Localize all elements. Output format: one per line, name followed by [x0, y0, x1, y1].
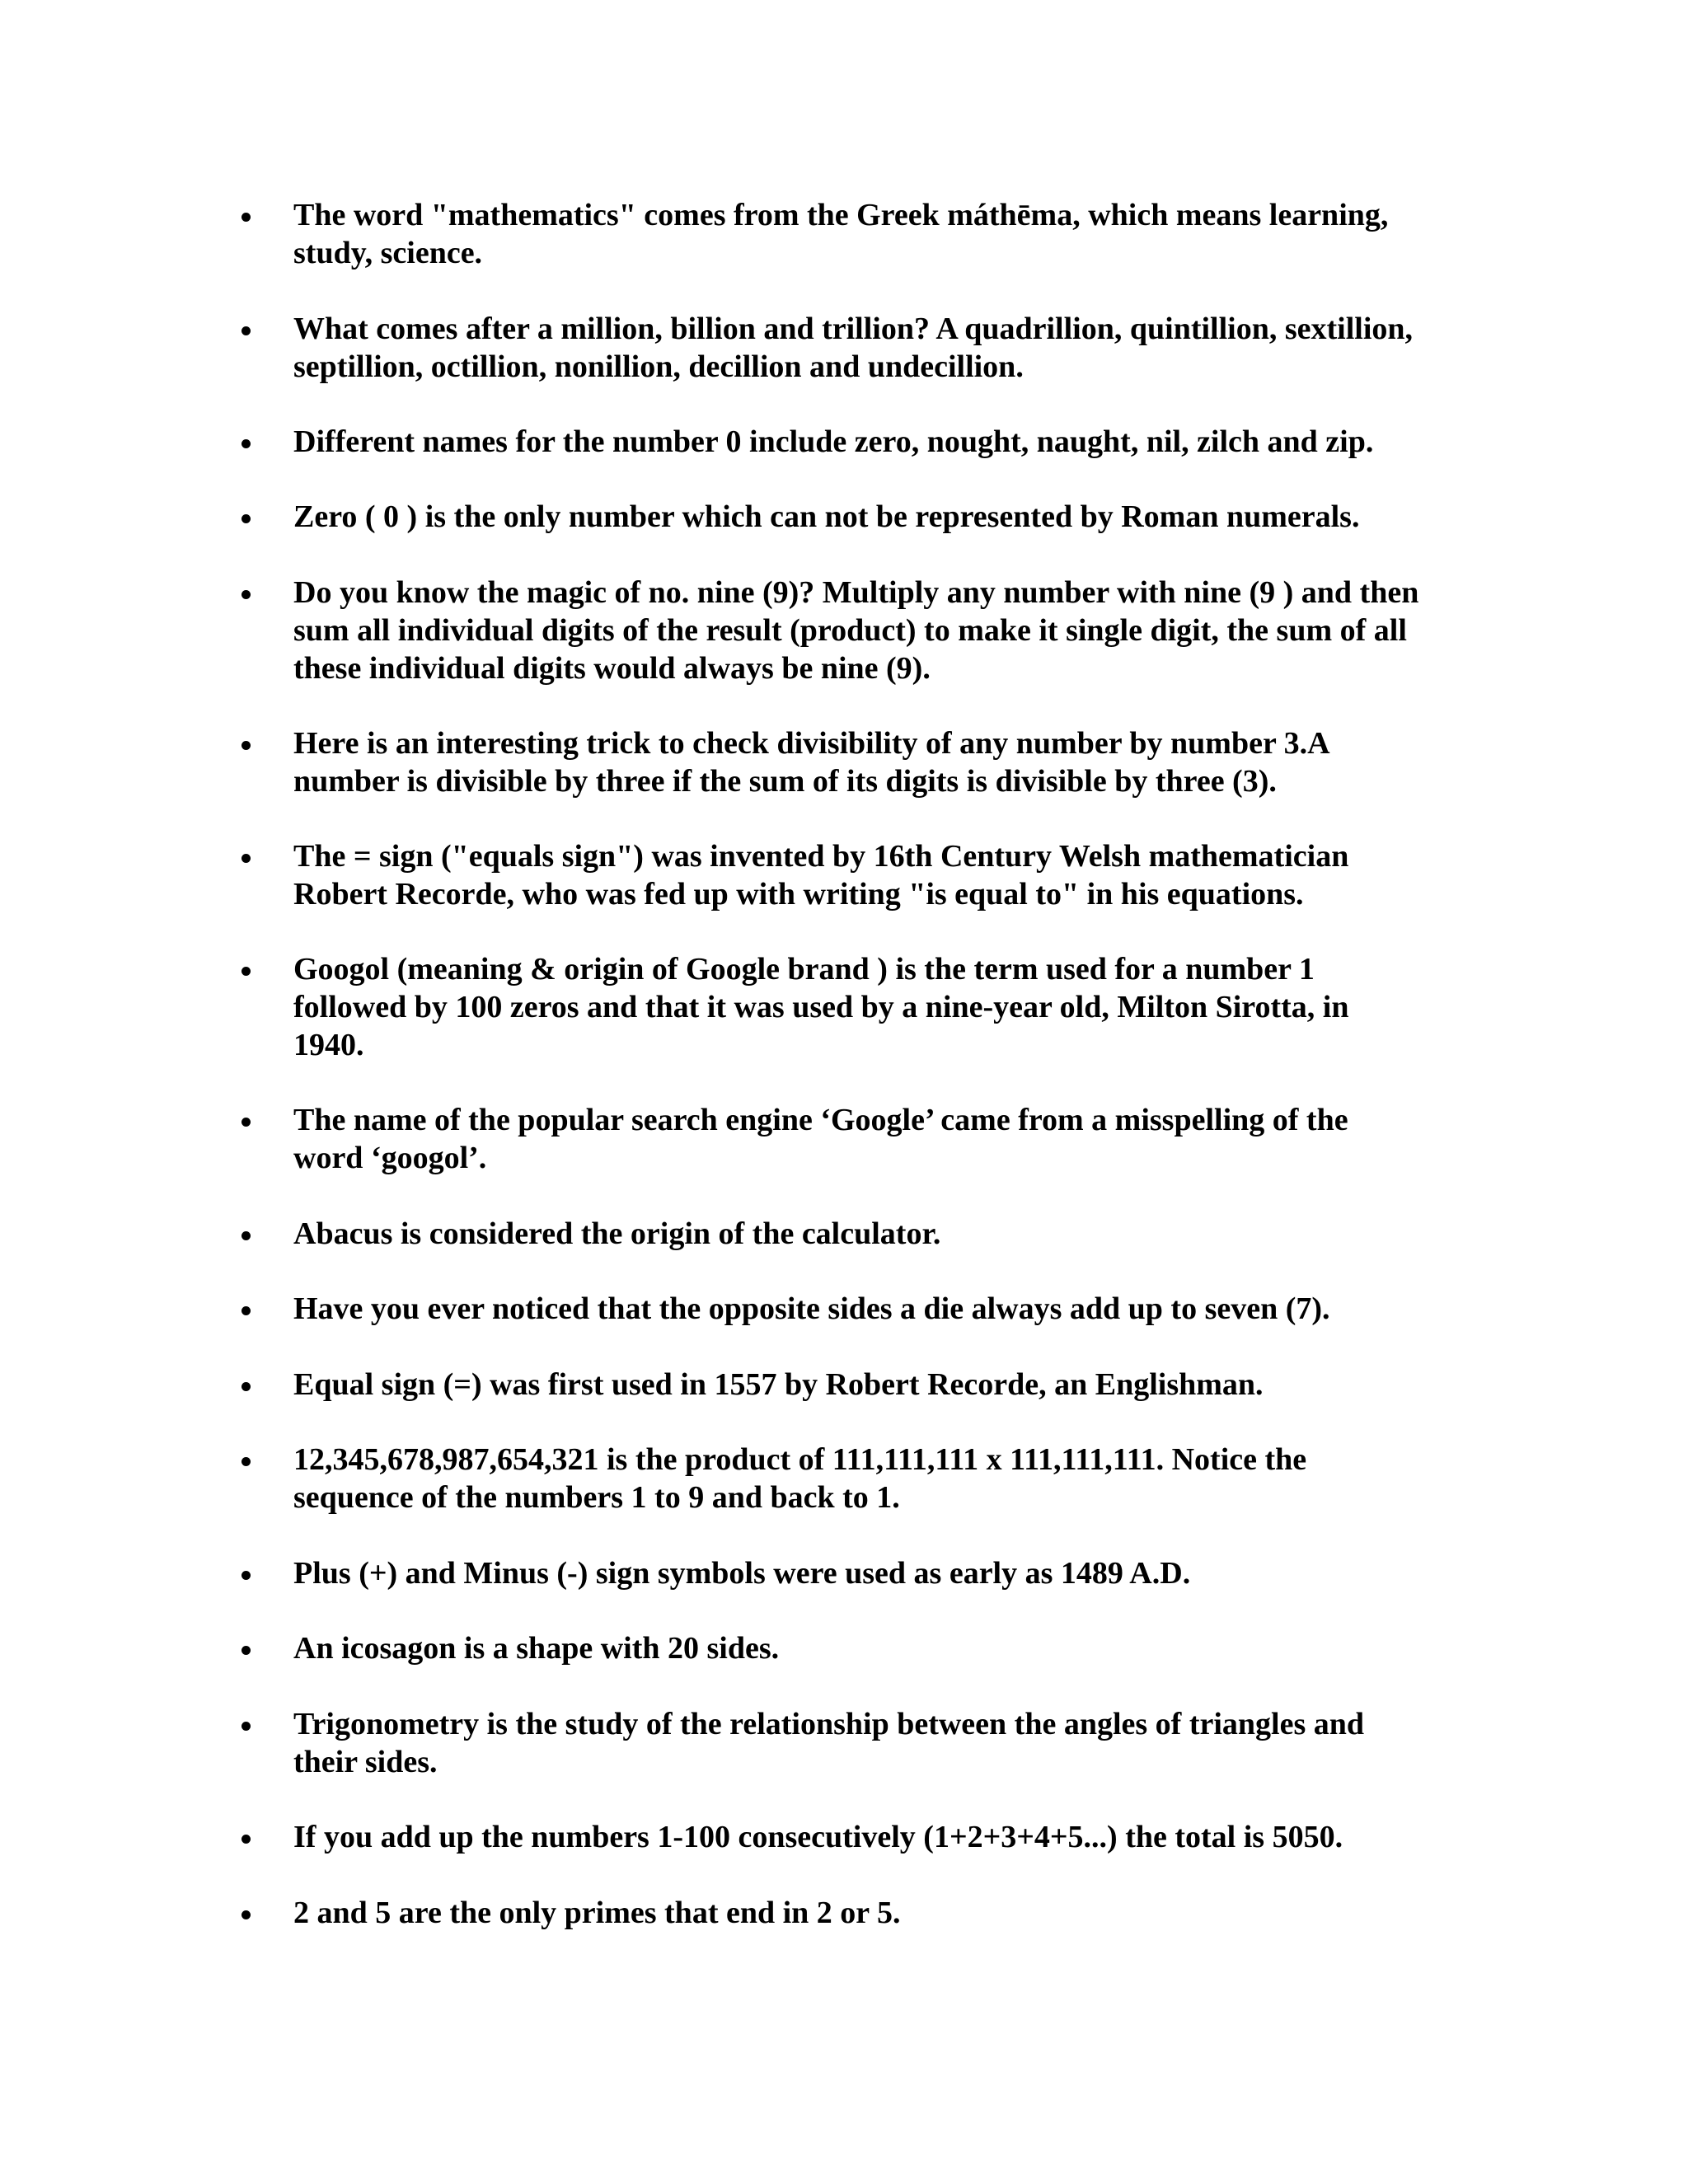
- bullet-icon: [241, 854, 258, 870]
- fact-text: 2 and 5 are the only primes that end in 2 or 5.: [293, 1896, 901, 1930]
- bullet-icon: [241, 1231, 258, 1248]
- fact-text: Do you know the magic of no. nine (9)? Multiply any number with nine (9 ) and then sum all individual digits of the result (product) to make it single digit, the sum of all these individual digits would always be nine (9).: [293, 575, 1419, 686]
- fact-text: The name of the popular search engine ‘Google’ came from a misspelling of the word ‘googol’.: [293, 1103, 1348, 1175]
- fact-text: If you add up the numbers 1-100 consecutively (1+2+3+4+5...) the total is 5050.: [293, 1820, 1343, 1854]
- bullet-icon: [241, 1457, 258, 1474]
- bullet-icon: [241, 1382, 258, 1399]
- fact-text: Different names for the number 0 include zero, nought, naught, nil, zilch and zip.: [293, 424, 1374, 459]
- fact-text: Zero ( 0 ) is the only number which can not be represented by Roman numerals.: [293, 499, 1360, 534]
- fact-text: The = sign ("equals sign") was invented by 16th Century Welsh mathematician Robert Recorde, who was fed up with writing "is equal to" in his equations.: [293, 839, 1349, 912]
- bullet-icon: [241, 1910, 258, 1927]
- bullet-icon: [241, 1646, 258, 1662]
- bullet-icon: [241, 1118, 258, 1134]
- fact-text: Plus (+) and Minus (-) sign symbols were used as early as 1489 A.D.: [293, 1556, 1191, 1591]
- bullet-icon: [241, 967, 258, 983]
- bullet-icon: [241, 514, 258, 531]
- bullet-icon: [241, 1722, 258, 1738]
- fact-text: An icosagon is a shape with 20 sides.: [293, 1631, 780, 1666]
- bullet-icon: [241, 1306, 258, 1323]
- fact-text: Googol (meaning & origin of Google brand ) is the term used for a number 1 followed by 100 zeros and that it was used by a nine-year old, Milton Sirotta, in 1940.: [293, 952, 1349, 1062]
- fact-text: 12,345,678,987,654,321 is the product of 111,111,111 x 111,111,111. Notice the sequence of the numbers 1 to 9 and back to 1.: [293, 1442, 1307, 1515]
- bullet-icon: [241, 439, 258, 456]
- bullet-icon: [241, 1835, 258, 1851]
- fact-text: Here is an interesting trick to check divisibility of any number by number 3.A number is divisible by three if the sum of its digits is divisible by three (3).: [293, 726, 1330, 799]
- bullet-icon: [241, 326, 258, 343]
- fact-text: Abacus is considered the origin of the calculator.: [293, 1216, 941, 1251]
- bullet-icon: [241, 590, 258, 607]
- fact-text: What comes after a million, billion and trillion? A quadrillion, quintillion, sextillion, septillion, octillion, nonillion, decillion and undecillion.: [293, 312, 1414, 384]
- bullet-icon: [241, 213, 258, 229]
- bullet-icon: [241, 1571, 258, 1587]
- bullet-icon: [241, 741, 258, 757]
- fact-text: Have you ever noticed that the opposite sides a die always add up to seven (7).: [293, 1291, 1330, 1326]
- fact-text: The word "mathematics" comes from the Greek máthēma, which means learning, study, science.: [293, 198, 1389, 270]
- fact-text: Equal sign (=) was first used in 1557 by Robert Recorde, an Englishman.: [293, 1367, 1264, 1402]
- fact-text: Trigonometry is the study of the relationship between the angles of triangles and their sides.: [293, 1707, 1365, 1779]
